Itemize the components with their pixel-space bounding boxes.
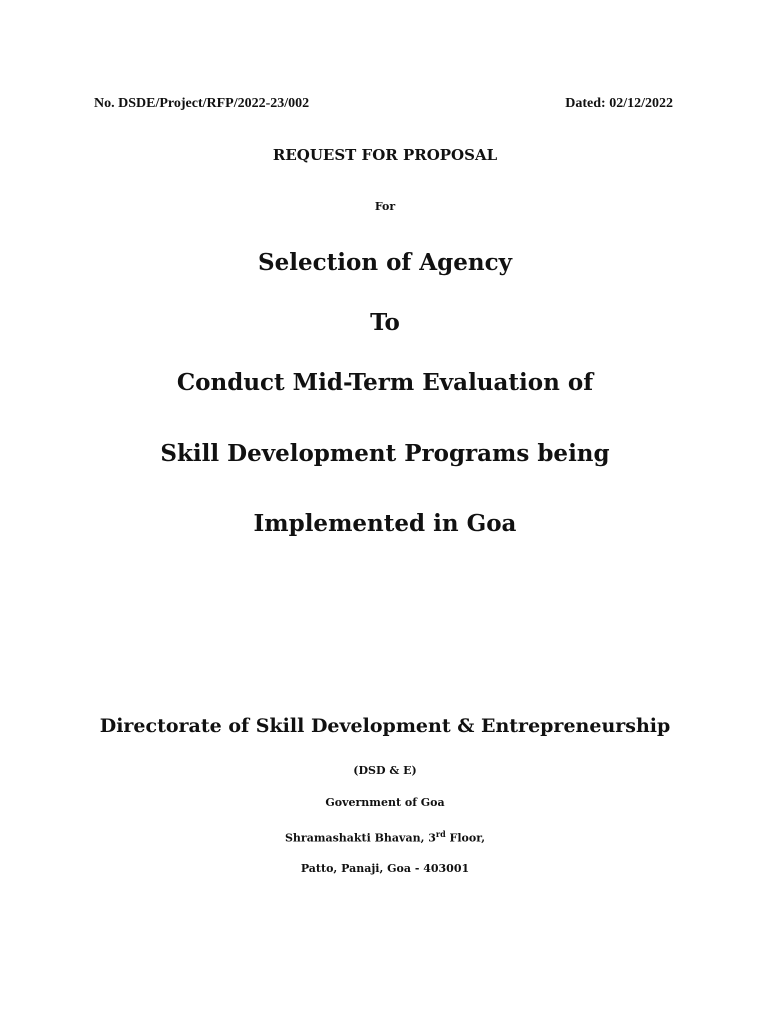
title-line-2: To bbox=[370, 309, 400, 336]
document-heading: REQUEST FOR PROPOSAL bbox=[272, 146, 498, 164]
issuer-government: Government of Goa bbox=[325, 796, 445, 809]
issuer-abbreviation: (DSD & E) bbox=[353, 764, 417, 777]
for-label: For bbox=[374, 200, 396, 213]
reference-number: No. DSDE/Project/RFP/2022-23/002 bbox=[94, 96, 310, 111]
address-line-1-prefix: Shramashakti Bhavan, 3 bbox=[284, 831, 436, 845]
issuer-address-line-1 bbox=[0, 829, 770, 845]
title-line-5: Implemented in Goa bbox=[253, 510, 517, 537]
issuer-address-line-2: Patto, Panaji, Goa - 403001 bbox=[300, 862, 470, 875]
document-date: Dated: 02/12/2022 bbox=[565, 96, 673, 111]
title-line-4: Skill Development Programs being bbox=[160, 440, 610, 467]
address-line-1-suffix: Floor, bbox=[445, 831, 486, 845]
address-line-1-superscript: rd bbox=[435, 829, 446, 839]
issuer-name: Directorate of Skill Development & Entrepreneurship bbox=[99, 715, 671, 737]
title-line-3: Conduct Mid-Term Evaluation of bbox=[176, 369, 594, 396]
title-line-1: Selection of Agency bbox=[258, 249, 512, 276]
